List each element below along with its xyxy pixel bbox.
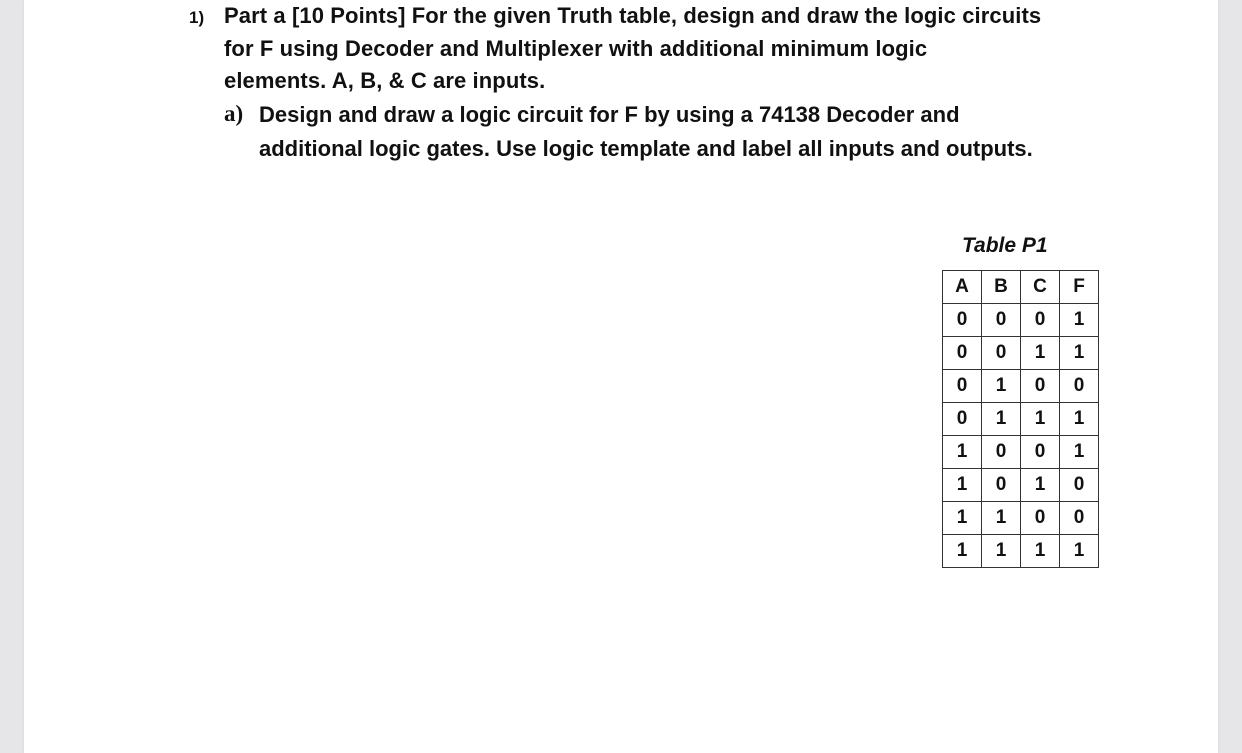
cell-f: 1	[1060, 535, 1099, 568]
table-row	[943, 370, 1099, 403]
cell-f: 0	[1060, 469, 1099, 502]
table-row	[943, 502, 1099, 535]
header-f: F	[1060, 271, 1099, 304]
header-b: B	[982, 271, 1021, 304]
cell-c: 0	[1021, 502, 1060, 535]
document-page	[24, 0, 1218, 753]
cell-a: 1	[943, 469, 982, 502]
cell-a: 0	[943, 370, 982, 403]
cell-c: 1	[1021, 337, 1060, 370]
table-row	[943, 304, 1099, 337]
cell-b: 1	[982, 535, 1021, 568]
table-row	[943, 403, 1099, 436]
cell-b: 0	[982, 337, 1021, 370]
cell-a: 0	[943, 403, 982, 436]
question-text-line-3: elements. A, B, & C are inputs.	[224, 68, 546, 93]
header-a: A	[943, 271, 982, 304]
cell-a: 0	[943, 304, 982, 337]
table-row	[943, 535, 1099, 568]
question-text-line-1: Part a [10 Points] For the given Truth table, design and draw the logic circuits	[224, 3, 1042, 28]
cell-f: 0	[1060, 502, 1099, 535]
cell-b: 1	[982, 502, 1021, 535]
table-row	[943, 436, 1099, 469]
cell-c: 0	[1021, 370, 1060, 403]
subpart-text-line-1: Design and draw a logic circuit for F by using a 74138 Decoder and	[259, 102, 960, 127]
cell-a: 0	[943, 337, 982, 370]
table-caption: Table P1	[962, 234, 1048, 257]
subpart-text-line-2: additional logic gates. Use logic template and label all inputs and outputs.	[259, 136, 1033, 161]
cell-f: 1	[1060, 436, 1099, 469]
cell-c: 1	[1021, 403, 1060, 436]
cell-c: 1	[1021, 469, 1060, 502]
cell-b: 1	[982, 370, 1021, 403]
cell-b: 1	[982, 403, 1021, 436]
cell-a: 1	[943, 436, 982, 469]
truth-table	[942, 270, 1099, 568]
cell-f: 1	[1060, 337, 1099, 370]
truth-table-header-row	[943, 271, 1099, 304]
cell-b: 0	[982, 436, 1021, 469]
cell-b: 0	[982, 304, 1021, 337]
cell-f: 1	[1060, 403, 1099, 436]
table-row	[943, 337, 1099, 370]
question-text-line-2: for F using Decoder and Multiplexer with additional minimum logic	[224, 36, 928, 61]
cell-a: 1	[943, 502, 982, 535]
header-c: C	[1021, 271, 1060, 304]
cell-c: 0	[1021, 436, 1060, 469]
question-number: 1)	[189, 8, 205, 27]
cell-f: 0	[1060, 370, 1099, 403]
subpart-label: a)	[224, 101, 244, 126]
cell-c: 1	[1021, 535, 1060, 568]
cell-a: 1	[943, 535, 982, 568]
table-row	[943, 469, 1099, 502]
cell-c: 0	[1021, 304, 1060, 337]
cell-f: 1	[1060, 304, 1099, 337]
cell-b: 0	[982, 469, 1021, 502]
